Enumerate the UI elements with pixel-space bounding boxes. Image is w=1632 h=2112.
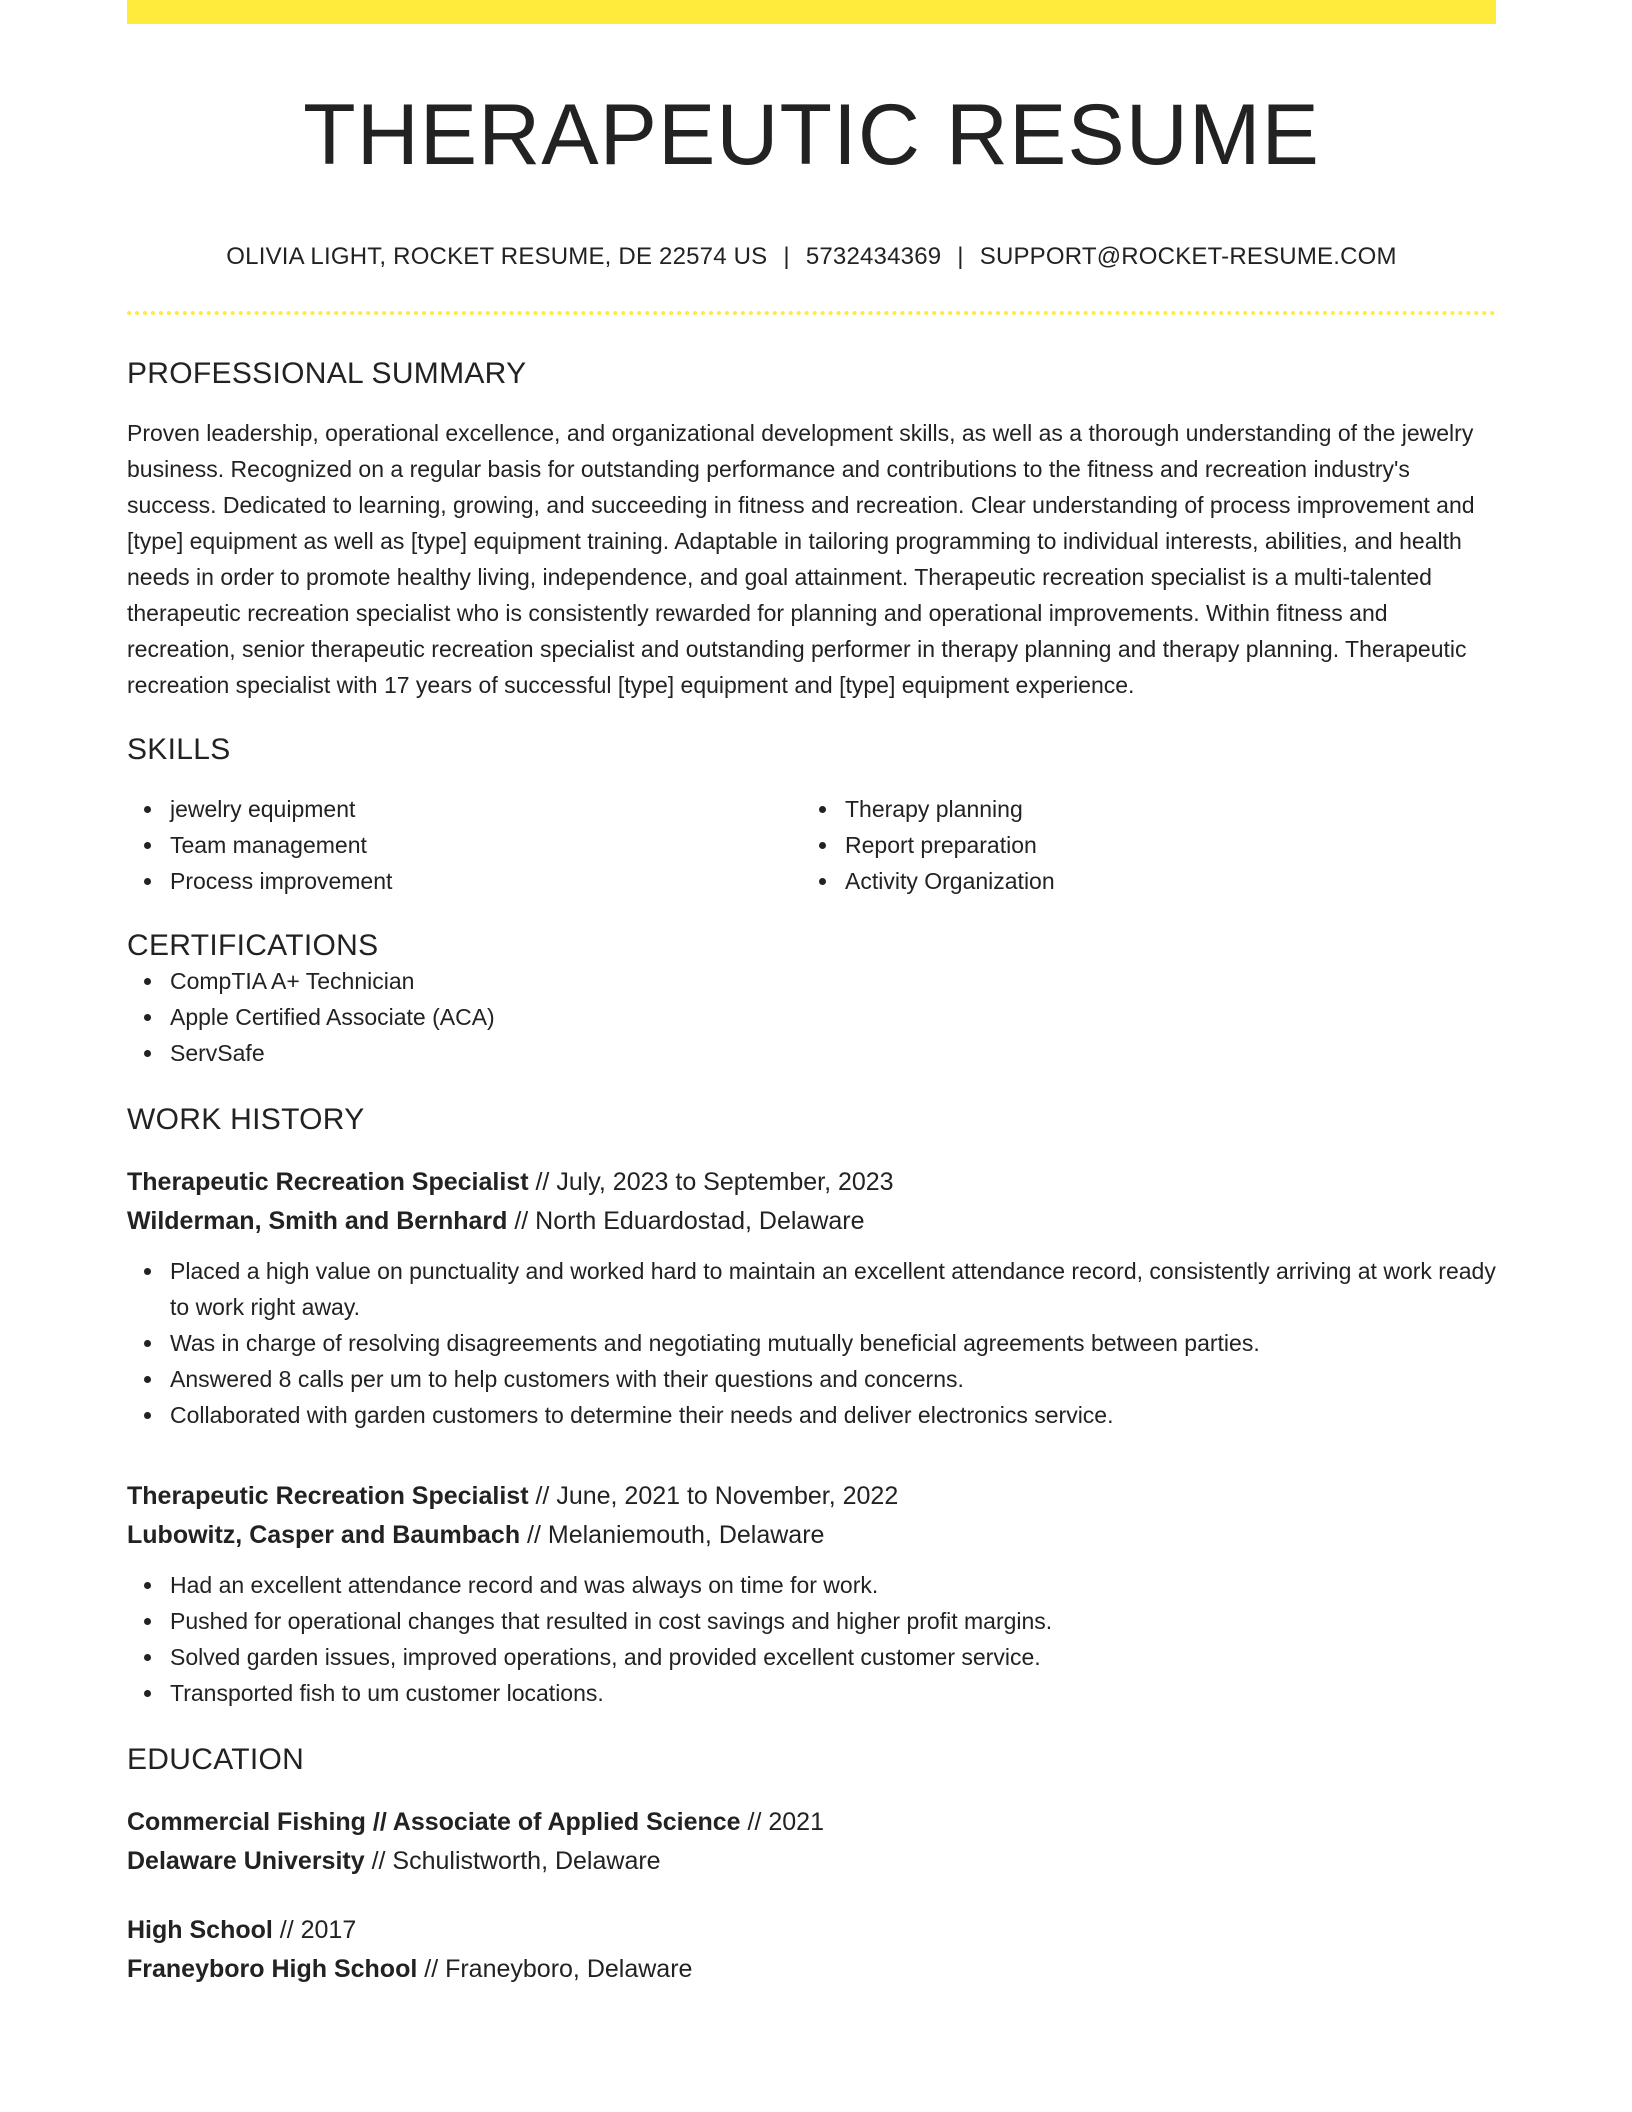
job-duty-item: Placed a high value on punctuality and worked hard to maintain an excellent attendance record, consistently arriving at work ready to work right away. [170, 1253, 1496, 1325]
job-title: Therapeutic Recreation Specialist [127, 1481, 529, 1510]
summary-heading: PROFESSIONAL SUMMARY [127, 356, 527, 390]
contact-separator: | [957, 242, 964, 270]
job-duty-item: Pushed for operational changes that resulted in cost savings and higher profit margins. [170, 1603, 1496, 1639]
job-duty-item: Solved garden issues, improved operations, and provided excellent customer service. [170, 1639, 1496, 1675]
education-school-line [127, 1950, 1496, 1989]
job-duty-item: Collaborated with garden customers to determine their needs and deliver electronics service. [170, 1397, 1496, 1433]
job-entry [127, 1163, 1496, 1433]
skill-item: Activity Organization [845, 863, 1477, 899]
dotted-divider [127, 311, 1496, 315]
top-accent-bar [127, 0, 1496, 24]
certifications-heading: CERTIFICATIONS [127, 928, 379, 962]
skill-item: Team management [170, 827, 802, 863]
contact-address: OLIVIA LIGHT, ROCKET RESUME, DE 22574 US [226, 242, 768, 270]
resume-page [127, 0, 1496, 1989]
education-school: Franeyboro High School [127, 1954, 418, 1983]
skills-list [127, 791, 802, 899]
education-entry [127, 1911, 1496, 1989]
job-location: // North Eduardostad, Delaware [507, 1206, 865, 1235]
summary-text: Proven leadership, operational excellence, and organizational development skills, as well as a thorough understanding of the jewelry business. Recognized on a regular basis for outstanding performance and contributions to the fitness and recreation industry's success. Dedicated to learning, growing, and succeeding in fitness and recreation. Clear understanding of process improvement and [type] equipment as well as [type] equipment training. Adaptable in tailoring programming to individual interests, abilities, and health needs in order to promote healthy living, independence, and goal attainment. Therapeutic recreation specialist is a multi-talented therapeutic recreation specialist who is consistently rewarded for planning and operational improvements. Within fitness and recreation, senior therapeutic recreation specialist and outstanding performer in therapy planning and therapy planning. Therapeutic recreation specialist with 17 years of successful [type] equipment and [type] equipment experience. [127, 419, 1475, 698]
education-year: // 2017 [272, 1915, 357, 1944]
education-location: // Schulistworth, Delaware [364, 1846, 661, 1875]
skills-grid [127, 791, 1496, 899]
education-degree: Commercial Fishing // Associate of Applied Science [127, 1807, 741, 1836]
skills-heading: SKILLS [127, 732, 231, 766]
job-entry [127, 1477, 1496, 1711]
job-duty-item: Had an excellent attendance record and was always on time for work. [170, 1567, 1496, 1603]
certifications-list [127, 963, 1496, 1071]
certification-item: CompTIA A+ Technician [170, 963, 1496, 999]
job-company-line [127, 1516, 1496, 1555]
skills-column-right [802, 791, 1477, 899]
skills-column-left [127, 791, 802, 899]
job-location: // Melaniemouth, Delaware [520, 1520, 825, 1549]
job-dates: // July, 2023 to September, 2023 [528, 1167, 894, 1196]
education-school: Delaware University [127, 1846, 365, 1875]
education-degree: High School [127, 1915, 273, 1944]
skill-item: Report preparation [845, 827, 1477, 863]
job-duty-item: Was in charge of resolving disagreements and negotiating mutually beneficial agreements between parties. [170, 1325, 1496, 1361]
resume-title: THERAPEUTIC RESUME [303, 87, 1320, 183]
education-entry [127, 1803, 1496, 1881]
job-duties-list [127, 1567, 1496, 1711]
work-history-heading: WORK HISTORY [127, 1102, 365, 1136]
education-degree-line [127, 1911, 1496, 1950]
job-dates: // June, 2021 to November, 2022 [528, 1481, 899, 1510]
certification-item: Apple Certified Associate (ACA) [170, 999, 1496, 1035]
skill-item: Process improvement [170, 863, 802, 899]
job-title: Therapeutic Recreation Specialist [127, 1167, 529, 1196]
education-year: // 2021 [740, 1807, 824, 1836]
job-title-line [127, 1163, 1496, 1202]
job-company: Wilderman, Smith and Bernhard [127, 1206, 508, 1235]
certification-item: ServSafe [170, 1035, 1496, 1071]
job-company-line [127, 1202, 1496, 1241]
job-duties-list [127, 1253, 1496, 1433]
contact-email: SUPPORT@ROCKET-RESUME.COM [979, 242, 1397, 270]
education-school-line [127, 1842, 1496, 1881]
contact-phone: 5732434369 [805, 242, 942, 270]
skill-item: jewelry equipment [170, 791, 802, 827]
job-duty-item: Answered 8 calls per um to help customers with their questions and concerns. [170, 1361, 1496, 1397]
education-degree-line [127, 1803, 1496, 1842]
contact-separator: | [783, 242, 790, 270]
job-company: Lubowitz, Casper and Baumbach [127, 1520, 521, 1549]
skills-list [802, 791, 1477, 899]
education-location: // Franeyboro, Delaware [417, 1954, 693, 1983]
job-duty-item: Transported fish to um customer locations. [170, 1675, 1496, 1711]
education-heading: EDUCATION [127, 1742, 305, 1776]
contact-line [127, 243, 1496, 271]
skill-item: Therapy planning [845, 791, 1477, 827]
job-title-line [127, 1477, 1496, 1516]
